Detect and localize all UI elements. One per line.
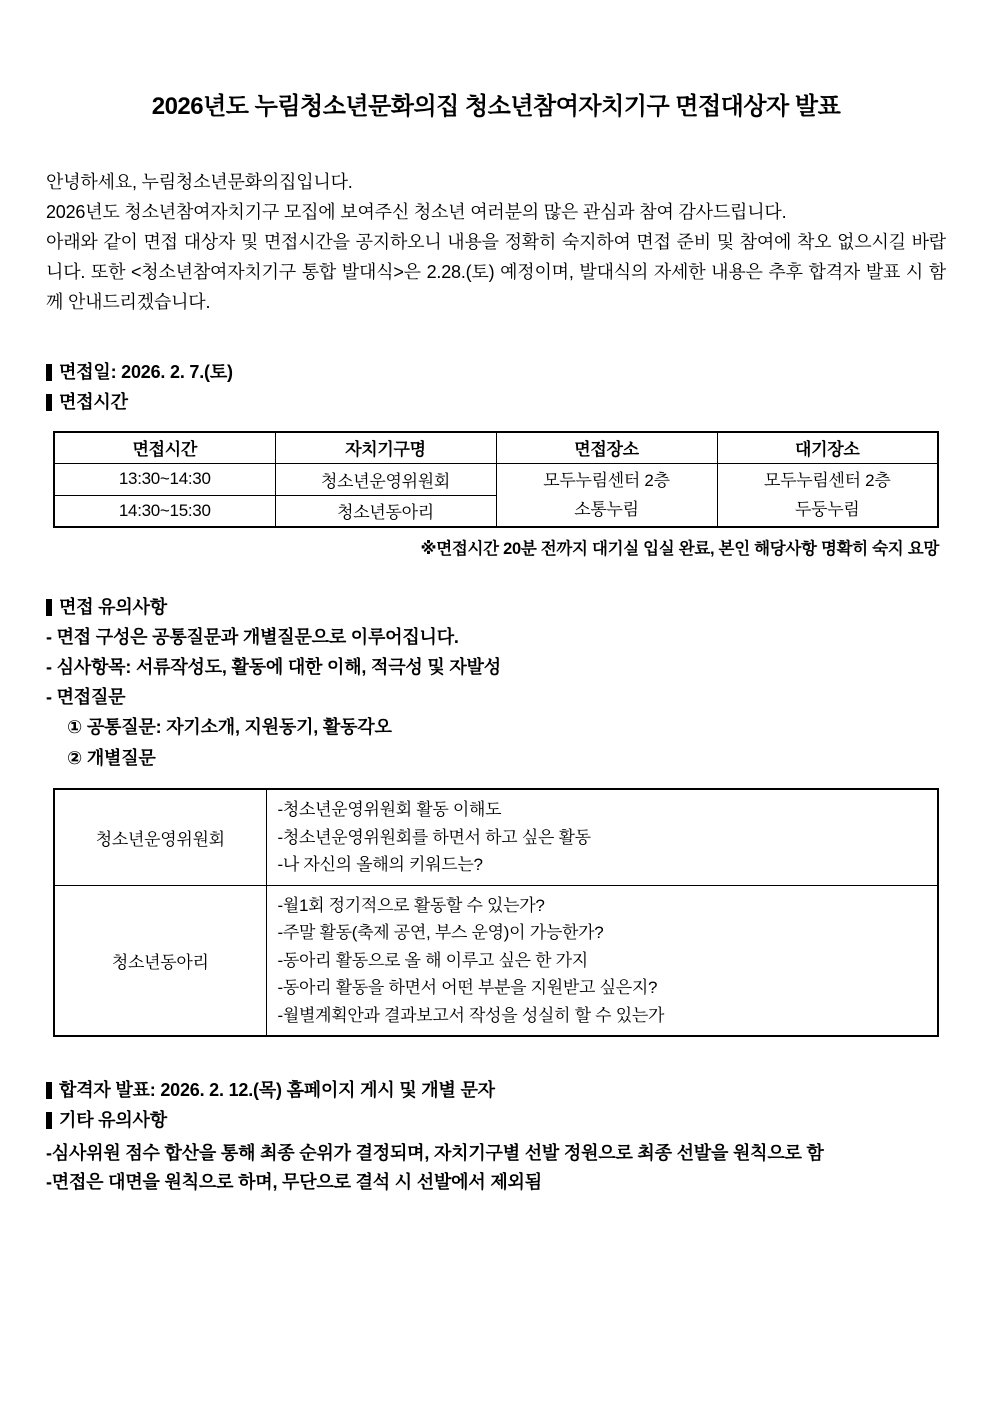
interview-note-bullet-3: - 면접질문 [46,687,126,707]
interview-date-heading [46,357,946,387]
table-row [54,789,938,885]
interview-note-bullet-2: - 심사항목: 서류작성도, 활동에 대한 이해, 적극성 및 자발성 [46,657,501,677]
question-item: -동아리 활동으로 올 해 이루고 싶은 한 가지 [277,950,588,970]
question-item: -동아리 활동을 하면서 어떤 부분을 지원받고 싶은지? [277,978,658,997]
question-table [53,788,939,1037]
common-question-line: ① 공통질문: 자기소개, 지원동기, 활동각오 [67,717,392,737]
schedule-time-2: 14:30~15:30 [54,495,275,527]
schedule-waiting-place [717,463,938,527]
question-item: -주말 활동(축제 공연, 부스 운영)이 가능한가? [277,923,604,942]
question-item: -월별계획안과 결과보고서 작성을 성실히 할 수 있는가 [277,1005,665,1025]
interview-notes-heading [46,592,946,622]
question-org-2: 청소년동아리 [54,885,266,1036]
section-marker-icon [46,394,52,411]
schedule-table-wrap [53,431,939,528]
interview-time-heading [46,387,946,417]
section-marker-icon [46,1082,52,1099]
waiting-place-line2: 두둥누림 [795,499,860,519]
individual-question-line: ② 개별질문 [67,748,156,768]
table-row [54,463,938,495]
interview-date-label: 면접일: 2026. 2. 7.(토) [59,362,233,382]
section-marker-icon [46,1112,52,1129]
question-item: -나 자신의 올해의 키워드는? [277,855,483,874]
waiting-place-line1: 모두누림센터 2층 [764,470,891,490]
schedule-note: ※면접시간 20분 전까지 대기실 입실 완료, 본인 해당사항 명확히 숙지 요망 [420,540,939,558]
schedule-interview-place [496,463,717,527]
schedule-header-row [54,432,938,463]
interview-time-label: 면접시간 [59,392,128,412]
schedule-org-2: 청소년동아리 [275,495,496,527]
result-label: 합격자 발표: 2026. 2. 12.(목) 홈페이지 게시 및 개별 문자 [59,1080,495,1100]
page-title: 2026년도 누림청소년문화의집 청소년참여자치기구 면접대상자 발표 [151,93,841,120]
question-item: -청소년운영위원회 활동 이해도 [277,800,502,819]
schedule-header-place: 면접장소 [496,432,717,463]
interview-notes-title: 면접 유의사항 [59,597,167,617]
question-list-1 [266,789,938,885]
interview-place-line2: 소통누림 [574,499,639,519]
greeting-line: 안녕하세요, 누림청소년문화의집입니다. [46,172,353,192]
question-table-wrap [53,788,939,1037]
other-notes-heading [46,1105,946,1135]
other-note-bullet-1: -심사위원 점수 합산을 통해 최종 순위가 결정되며, 자치기구별 선발 정원으로 최종 선발을 원칙으로 함 [46,1143,824,1163]
intro-paragraph-2: 아래와 같이 면접 대상자 및 면접시간을 공지하오니 내용을 정확히 숙지하여 면접 준비 및 참여에 착오 없으시길 바랍니다. 또한 <청소년참여자치기구 통합 발대식>은 2.28.(토) 예정이며, 발대식의 자세한 내용은 추후 합격자 발표 시 함께 안내드리겠습니다. [46,232,946,312]
schedule-header-org: 자치기구명 [275,432,496,463]
question-item: -청소년운영위원회를 하면서 하고 싶은 활동 [277,827,591,847]
interview-note-bullet-1: - 면접 구성은 공통질문과 개별질문으로 이루어집니다. [46,627,459,647]
question-list-2 [266,885,938,1036]
table-row [54,885,938,1036]
question-item: -월1회 정기적으로 활동할 수 있는가? [277,895,545,915]
schedule-org-1: 청소년운영위원회 [275,463,496,495]
schedule-table [53,431,939,528]
schedule-time-1: 13:30~14:30 [54,463,275,495]
question-org-1: 청소년운영위원회 [54,789,266,885]
section-marker-icon [46,599,52,616]
other-note-bullet-2: -면접은 대면을 원칙으로 하며, 무단으로 결석 시 선발에서 제외됨 [46,1172,542,1192]
other-notes-title: 기타 유의사항 [59,1110,167,1130]
intro-paragraph-1: 2026년도 청소년참여자치기구 모집에 보여주신 청소년 여러분의 많은 관심과 참여 감사드립니다. [46,202,787,222]
schedule-header-time: 면접시간 [54,432,275,463]
section-marker-icon [46,364,52,381]
schedule-header-waiting: 대기장소 [717,432,938,463]
interview-place-line1: 모두누림센터 2층 [543,470,670,490]
result-heading [46,1075,946,1105]
